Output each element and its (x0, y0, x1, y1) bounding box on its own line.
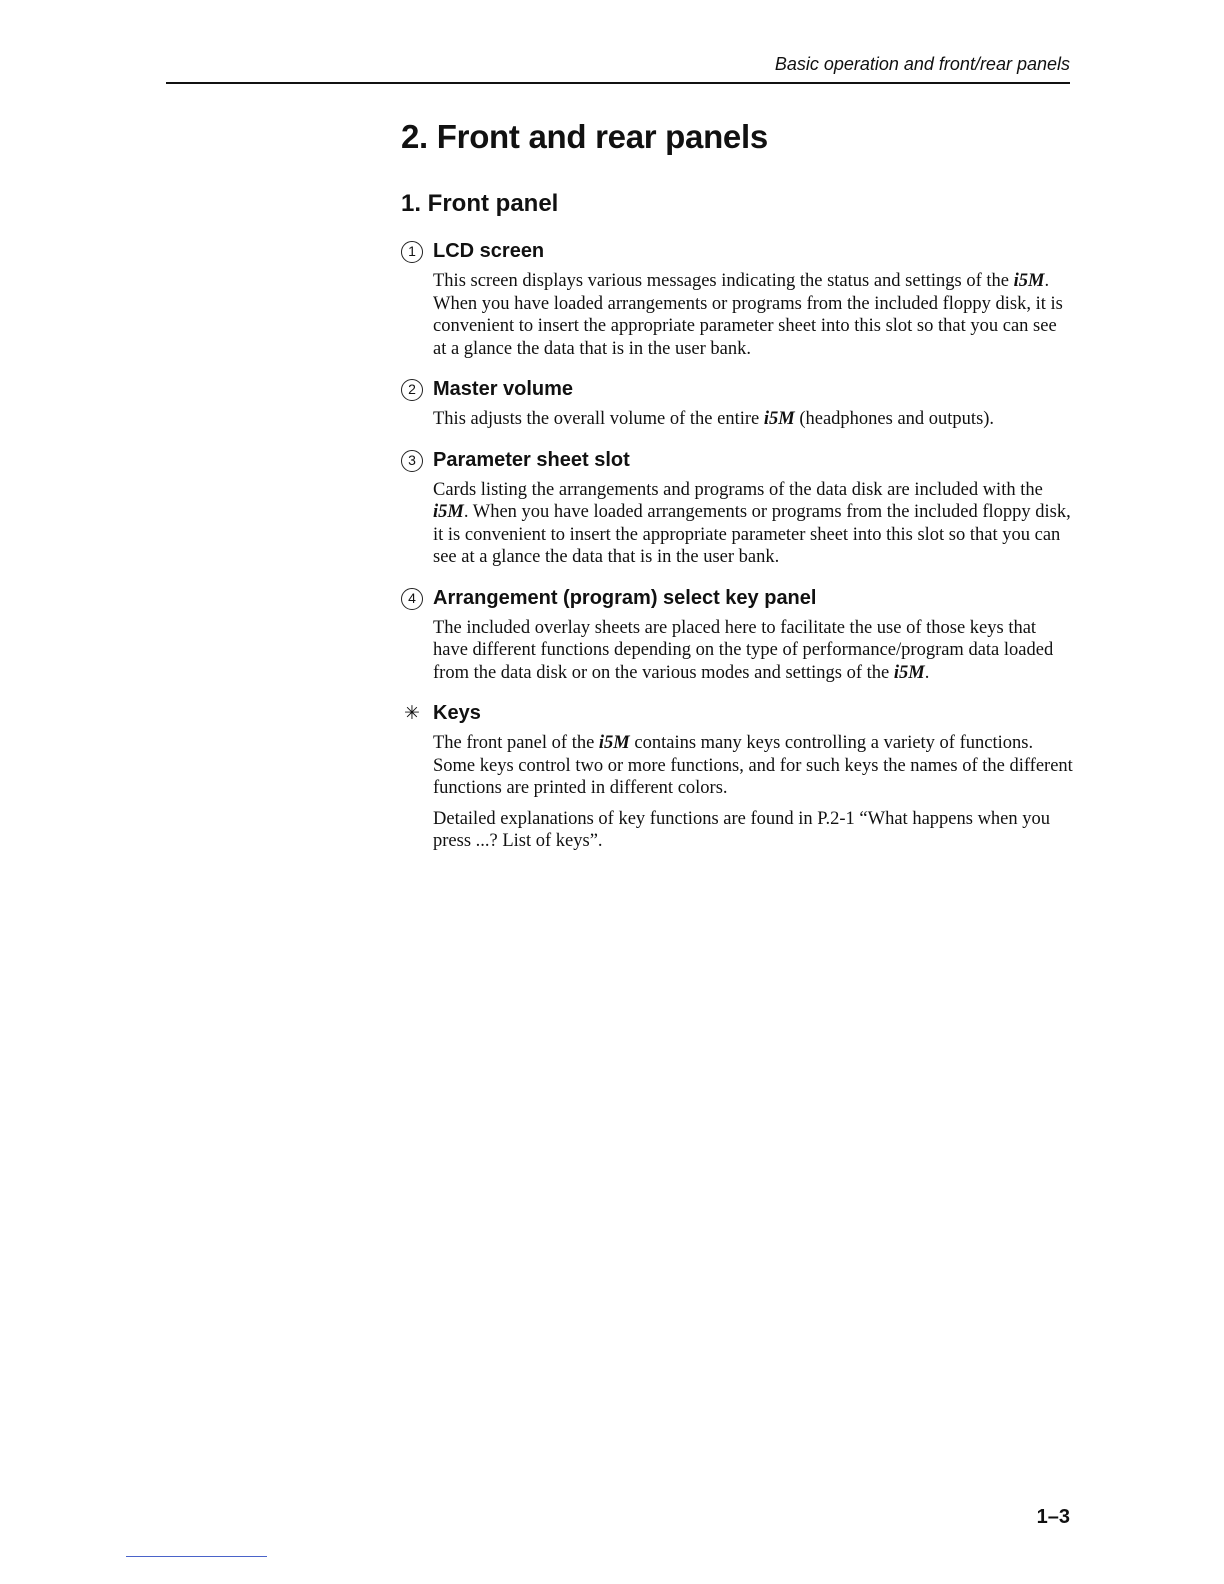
item-title: Master volume (433, 378, 574, 400)
item-description (433, 270, 1073, 360)
text-run: . When you have loaded arrangements or programs from the included floppy disk, it is convenient to insert the appropriate parameter sheet into this slot so that you can see at a glance the data that is in the user bank. (433, 271, 1063, 359)
circled-number-1-marker: 1 (401, 241, 423, 263)
item-master-volume (401, 376, 1081, 431)
page-content (401, 112, 1081, 869)
text-run: contains many keys controlling a variety of functions. Some keys control two or more functions, and for such keys the names of the different functions are printed in different colors. (433, 733, 1073, 798)
product-name: i5M (763, 409, 795, 429)
product-name: i5M (433, 502, 464, 522)
page-number: 1–3 (1036, 1506, 1070, 1528)
circled-number-3-marker: 3 (401, 450, 423, 472)
product-name: i5M (893, 662, 925, 683)
item-title: Keys (433, 702, 481, 724)
text-run: This screen displays various messages indicating the status and settings of the (433, 271, 1014, 291)
asterisk-icon: ✳ (404, 702, 420, 724)
item-keys (401, 700, 1081, 853)
item-description-reference: Detailed explanations of key functions are found in P.2-1 “What happens when you press ...? List of keys”. (433, 808, 1051, 851)
item-title: Arrangement (program) select key panel (433, 586, 817, 609)
text-run: The included overlay sheets are placed here to facilitate the use of those keys that have different functions depending on the type of performance/program data loaded from the data disk or on the various modes and settings of the (433, 617, 1054, 683)
item-description (433, 408, 1073, 431)
product-name: i5M (1013, 271, 1045, 291)
text-run: . When you have loaded arrangements or programs from the included floppy disk, it is convenient to insert the appropriate parameter sheet into this slot so that you can see at a glance the data that is in the user bank. (433, 502, 1071, 567)
item-parameter-sheet-slot (401, 447, 1081, 569)
running-header-text: Basic operation and front/rear panels (774, 54, 1070, 74)
chapter-title: 2. Front and rear panels (401, 118, 768, 155)
text-run: Cards listing the arrangements and programs of the data disk are included with the (433, 479, 1043, 500)
circled-number-4-marker: 4 (401, 588, 423, 610)
text-run: This adjusts the overall volume of the entire (433, 409, 764, 429)
item-lcd-screen (401, 238, 1081, 360)
item-arrangement-select-key-panel (401, 585, 1081, 685)
text-run: (headphones and outputs). (794, 409, 995, 429)
footer-rule (126, 1556, 267, 1557)
item-title: Parameter sheet slot (433, 448, 630, 471)
circled-number-2-marker: 2 (401, 379, 423, 401)
running-header (166, 52, 1070, 84)
item-description (433, 479, 1073, 569)
item-description (433, 617, 1073, 685)
item-title: LCD screen (433, 240, 545, 262)
section-title: 1. Front panel (401, 190, 559, 217)
product-name: i5M (598, 733, 630, 753)
text-run: . (924, 662, 930, 683)
item-description (433, 732, 1073, 800)
text-run: The front panel of the (433, 733, 599, 753)
